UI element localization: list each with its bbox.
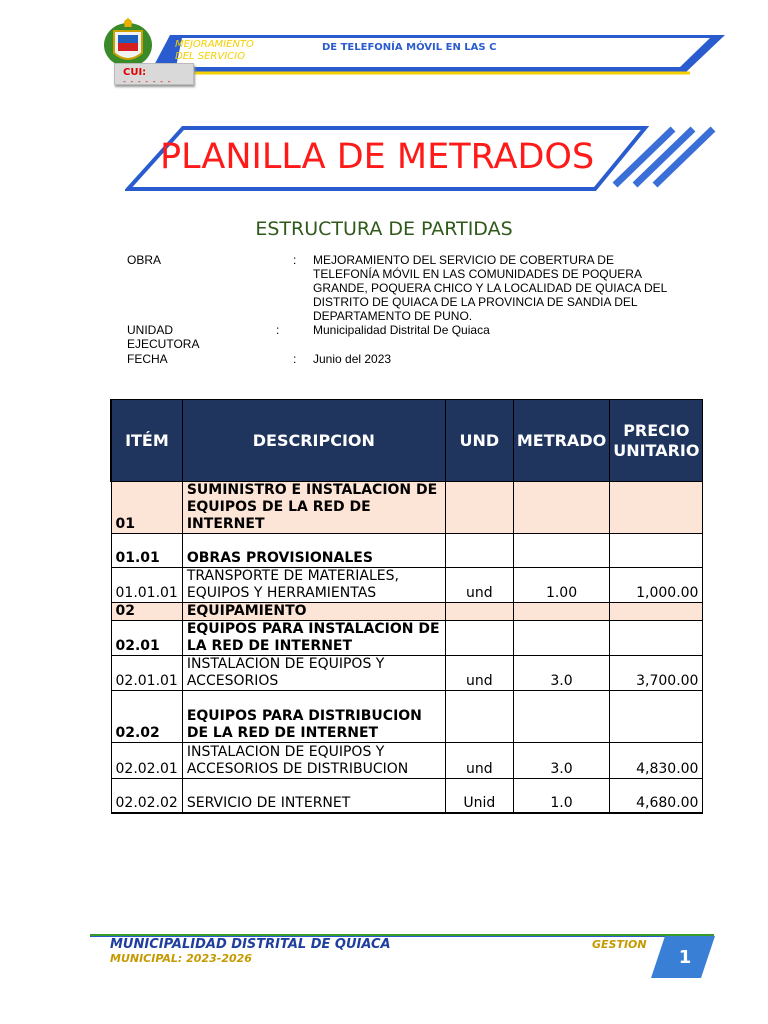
header-und: UND — [445, 400, 513, 482]
cui-label: CUI: — [123, 67, 147, 78]
row-und — [445, 482, 513, 534]
row-desc: EQUIPAMIENTO — [182, 603, 445, 621]
row-desc: INSTALACION DE EQUIPOS Y ACCESORIOS DE DISTRIBUCION — [182, 743, 445, 779]
metrados-table — [110, 399, 703, 814]
row-desc: INSTALACION DE EQUIPOS Y ACCESORIOS — [182, 656, 445, 691]
footer-gestion: GESTION — [592, 938, 647, 951]
row-precio — [610, 603, 703, 621]
footer-municipality: MUNICIPALIDAD DISTRITAL DE QUIACA — [110, 937, 391, 952]
row-metrado: 3.0 — [513, 743, 609, 779]
row-precio — [610, 691, 703, 743]
row-precio — [610, 482, 703, 534]
footer-term: MUNICIPAL: 2023-2026 — [110, 952, 252, 965]
table-row — [111, 603, 703, 621]
row-item: 02.01.01 — [111, 656, 182, 691]
row-precio — [610, 621, 703, 656]
row-precio: 3,700.00 — [610, 656, 703, 691]
row-item: 02.02.02 — [111, 779, 182, 813]
table-row — [111, 534, 703, 568]
row-precio: 4,680.00 — [610, 779, 703, 813]
row-und: und — [445, 656, 513, 691]
row-desc: EQUIPOS PARA DISTRIBUCION DE LA RED DE INTERNET — [182, 691, 445, 743]
fecha-value: Junio del 2023 — [313, 352, 392, 366]
row-und — [445, 534, 513, 568]
unidad-colon: : — [276, 323, 280, 337]
table-header-row — [111, 400, 703, 482]
row-item: 01.01.01 — [111, 568, 182, 603]
row-item: 02.01 — [111, 621, 182, 656]
row-und — [445, 691, 513, 743]
row-und: Unid — [445, 779, 513, 813]
row-precio — [610, 534, 703, 568]
row-precio: 1,000.00 — [610, 568, 703, 603]
row-und — [445, 621, 513, 656]
page-subtitle: ESTRUCTURA DE PARTIDAS — [255, 218, 513, 240]
row-metrado — [513, 603, 609, 621]
row-metrado — [513, 621, 609, 656]
table-row — [111, 482, 703, 534]
header-project-text: MEJORAMIENTO DEL SERVICIO — [175, 39, 254, 62]
row-precio: 4,830.00 — [610, 743, 703, 779]
row-metrado: 3.0 — [513, 656, 609, 691]
obra-label: OBRA — [127, 253, 162, 267]
header-descripcion: DESCRIPCION — [182, 400, 445, 482]
row-metrado: 1.00 — [513, 568, 609, 603]
page-number: 1 — [678, 947, 692, 968]
unidad-value: Municipalidad Distrital De Quiaca — [313, 323, 490, 337]
row-und: und — [445, 743, 513, 779]
cui-value: - - - - - - - — [123, 77, 172, 86]
cui-box — [114, 63, 194, 85]
row-desc: TRANSPORTE DE MATERIALES, EQUIPOS Y HERRAMIENTAS — [182, 568, 445, 603]
row-metrado: 1.0 — [513, 779, 609, 813]
row-item: 01.01 — [111, 534, 182, 568]
row-desc: SUMINISTRO E INSTALACION DE EQUIPOS DE LA RED DE INTERNET — [182, 482, 445, 534]
row-und — [445, 603, 513, 621]
table-row — [111, 691, 703, 743]
row-item: 02.02 — [111, 691, 182, 743]
table-row — [111, 621, 703, 656]
row-und: und — [445, 568, 513, 603]
table-row — [111, 568, 703, 603]
row-desc: SERVICIO DE INTERNET — [182, 779, 445, 813]
table-row — [111, 779, 703, 813]
header-precio-unitario: PRECIO UNITARIO — [610, 400, 703, 482]
fecha-label: FECHA — [127, 352, 168, 366]
table-row — [111, 656, 703, 691]
table-row — [111, 743, 703, 779]
obra-value: MEJORAMIENTO DEL SERVICIO DE COBERTURA DE TELEFONÍA MÓVIL EN LAS COMUNIDADES DE POQUERA GRANDE, POQUERA CHICO Y LA LOCALIDAD DE QUIACA DEL DISTRITO DE QUIACA DE LA PROVINCIA DE SANDIA DEL DEPARTAMENTO DE PUNO. — [313, 253, 667, 323]
row-desc: EQUIPOS PARA INSTALACION DE LA RED DE INTERNET — [182, 621, 445, 656]
row-metrado — [513, 691, 609, 743]
header-banner-text: DE TELEFONÍA MÓVIL EN LAS C — [322, 42, 497, 53]
row-item: 02 — [111, 603, 182, 621]
header-metrado: METRADO — [513, 400, 609, 482]
fecha-colon: : — [293, 352, 297, 366]
row-metrado — [513, 534, 609, 568]
unidad-label: UNIDAD EJECUTORA — [127, 323, 200, 351]
row-item: 02.02.01 — [111, 743, 182, 779]
row-metrado — [513, 482, 609, 534]
row-item: 01 — [111, 482, 182, 534]
header-item: ITÉM — [111, 400, 182, 482]
page-title: PLANILLA DE METRADOS — [160, 137, 595, 177]
row-desc: OBRAS PROVISIONALES — [182, 534, 445, 568]
obra-colon: : — [293, 253, 297, 267]
